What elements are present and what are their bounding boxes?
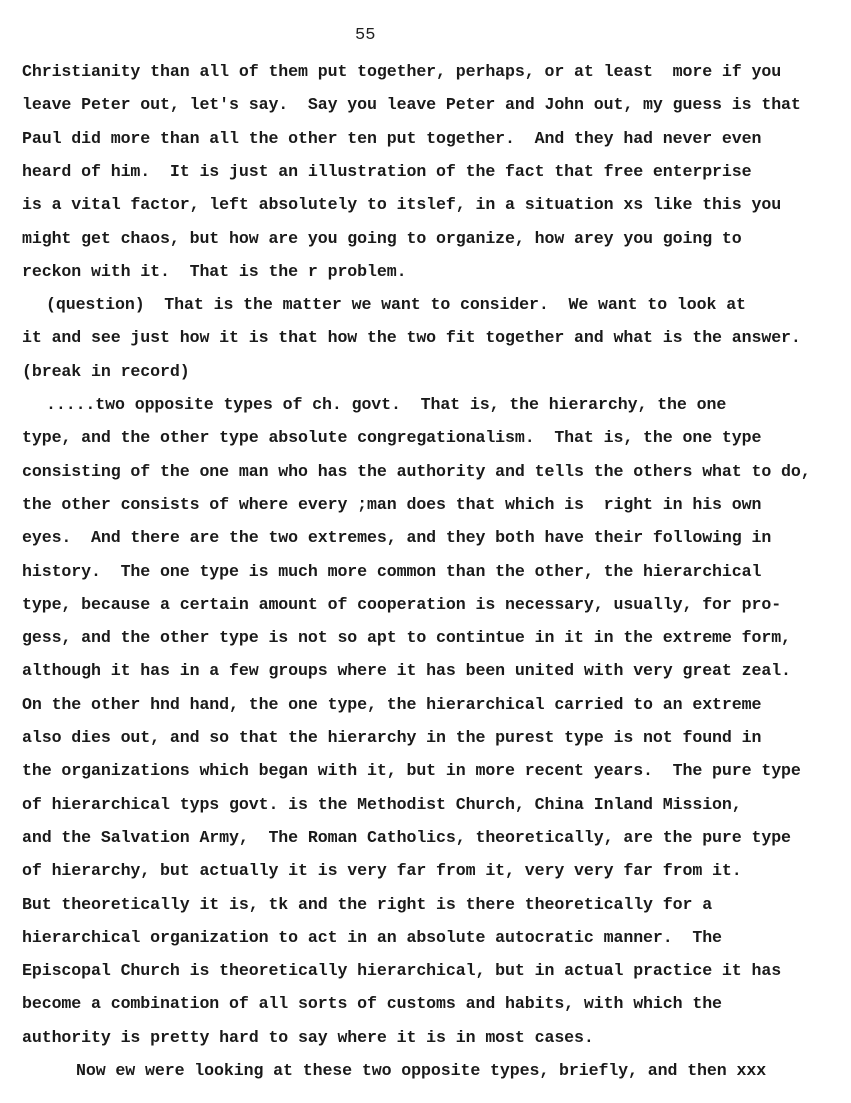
text-line: is a vital factor, left absolutely to itslef, in a situation xs like this you — [22, 195, 782, 215]
text-line: might get chaos, but how are you going to organize, how arey you going to — [22, 228, 742, 248]
text-line: it and see just how it is that how the two fit together and what is the answer. — [22, 328, 801, 348]
text-line: also dies out, and so that the hierarchy in the purest type is not found in — [22, 728, 762, 747]
text-line: type, and the other type absolute congregationalism. That is, the one type — [22, 428, 762, 448]
text-line: (break in record) — [22, 361, 190, 381]
text-line: consisting of the one man who has the authority and tells the others what to do, — [22, 461, 811, 481]
text-line: Paul did more than all the other ten put together. And they had never even — [22, 128, 762, 148]
text-line: of hierarchy, but actually it is very far from it, very very far from it. — [22, 861, 742, 881]
text-line: of hierarchical typs govt. is the Methodist Church, China Inland Mission, — [22, 794, 742, 814]
text-line: although it has in a few groups where it has been united with very great zeal. — [22, 661, 791, 681]
text-line: reckon with it. That is the r problem. — [22, 261, 407, 281]
text-line: eyes. And there are the two extremes, and they both have their following in — [22, 528, 772, 548]
text-line: become a combination of all sorts of customs and habits, with which the — [22, 994, 722, 1014]
page-number: 55 — [355, 26, 376, 45]
text-line: type, because a certain amount of cooperation is necessary, usually, for pro- — [22, 594, 782, 614]
text-line: (question) That is the matter we want to consider. We want to look at — [46, 295, 746, 315]
text-line: authority is pretty hard to say where it is in most cases. — [22, 1027, 594, 1047]
text-line: .....two opposite types of ch. govt. That is, the hierarchy, the one — [46, 395, 727, 414]
text-line: hierarchical organization to act in an absolute autocratic manner. The — [22, 927, 722, 947]
text-line: Episcopal Church is theoretically hierarchical, but in actual practice it has — [22, 961, 782, 981]
text-line: Now ew were looking at these two opposite types, briefly, and then xxx — [76, 1061, 767, 1080]
text-line: But theoretically it is, tk and the right is there theoretically for a — [22, 894, 713, 914]
text-line: gess, and the other type is not so apt to contintue in it in the extreme form, — [22, 628, 791, 648]
text-line: leave Peter out, let's say. Say you leave Peter and John out, my guess is that — [22, 95, 801, 115]
text-line: and the Salvation Army, The Roman Catholics, theoretically, are the pure type — [22, 827, 791, 847]
text-line: heard of him. It is just an illustration of the fact that free enterprise — [22, 161, 752, 181]
text-line: On the other hnd hand, the one type, the hierarchical carried to an extreme — [22, 694, 762, 714]
text-line: Christianity than all of them put together, perhaps, or at least more if you — [22, 62, 782, 81]
text-line: the organizations which began with it, but in more recent years. The pure type — [22, 761, 801, 781]
text-line: the other consists of where every ;man does that which is right in his own — [22, 494, 762, 514]
text-line: history. The one type is much more common than the other, the hierarchical — [22, 561, 762, 581]
